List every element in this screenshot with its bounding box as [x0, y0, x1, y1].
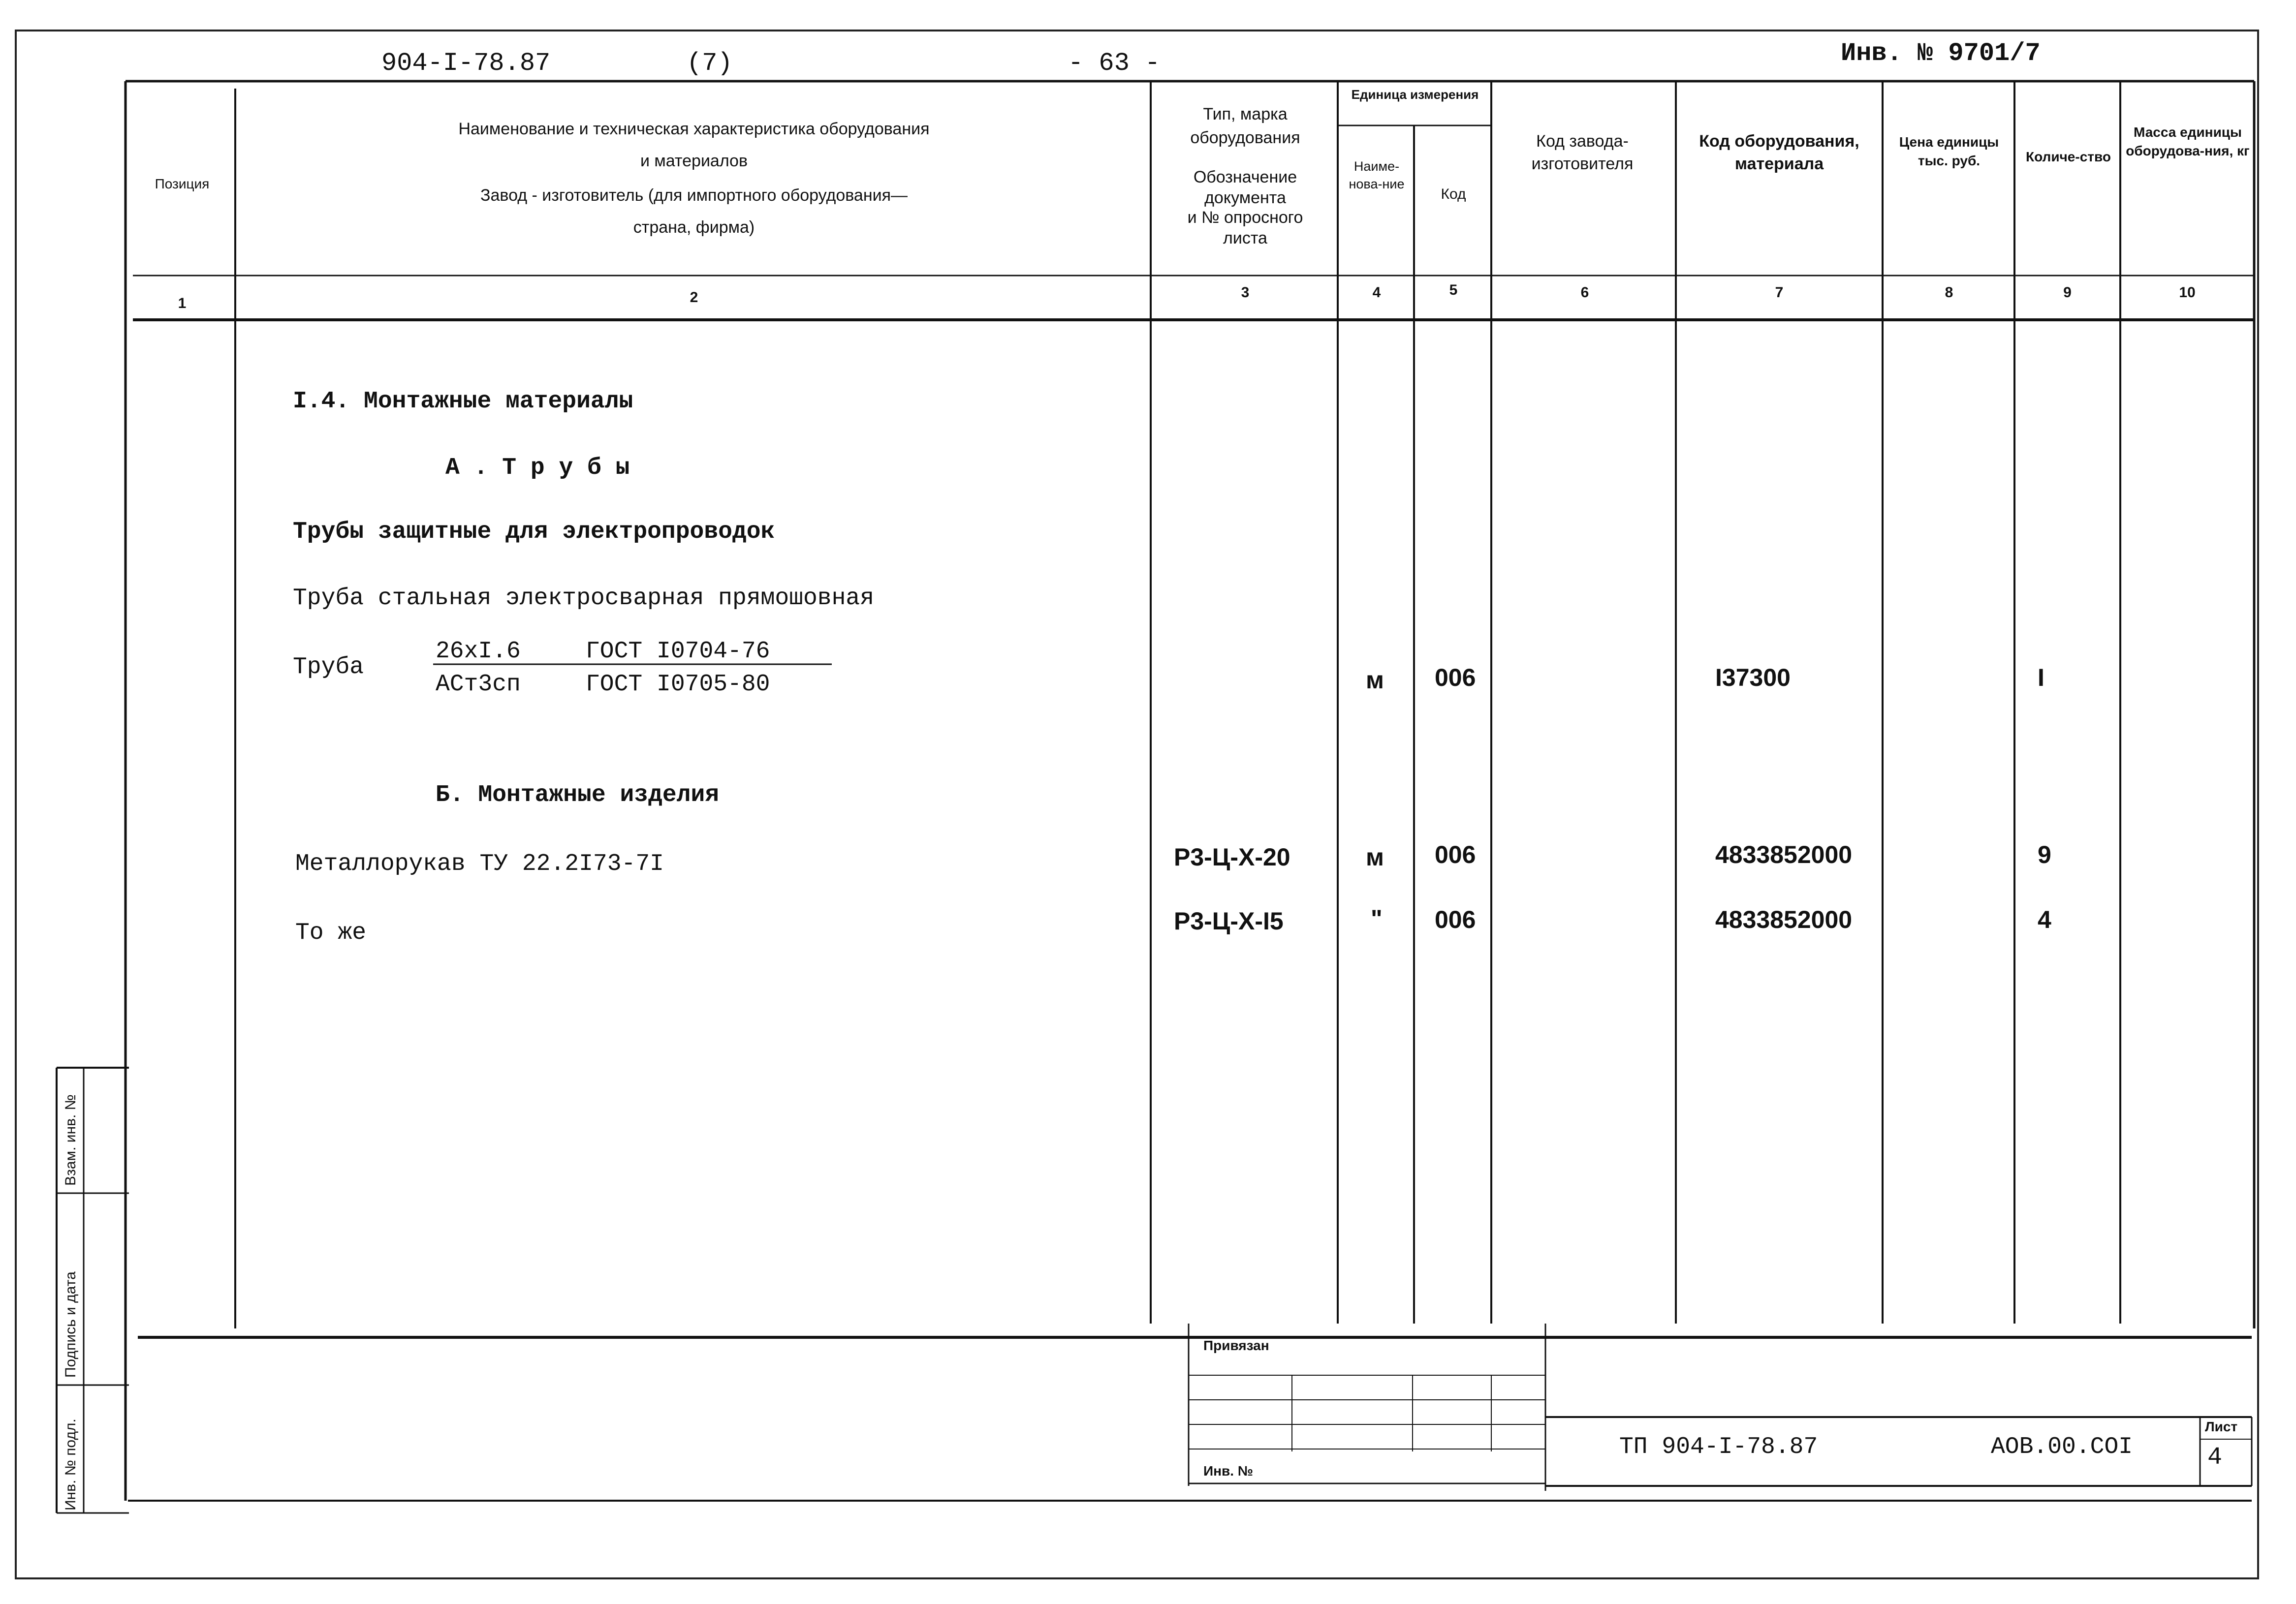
header-position: Позиция: [155, 176, 210, 191]
stamp-document-mark: АОВ.00.СОI: [1991, 1434, 2133, 1460]
header-type-line1: Тип, марка: [1203, 105, 1288, 123]
stamp-inventory-label: Инв. №: [1203, 1463, 1254, 1479]
column-number-1: 1: [178, 295, 187, 311]
row3-type: Р3-Ц-Х-I5: [1174, 907, 1284, 935]
row1-quantity: I: [2038, 664, 2044, 691]
header-mass: Масса единицы оборудова-ния, кг: [2126, 124, 2250, 158]
pipe-steel-grade: АСт3сп: [436, 671, 521, 698]
header-type-line6: листа: [1223, 229, 1267, 247]
row2-unit: м: [1366, 843, 1384, 871]
protective-pipes-line: Трубы защитные для электропроводок: [293, 519, 775, 545]
metal-hose-line: Металлорукав ТУ 22.2I73-7I: [295, 851, 664, 877]
row2-quantity: 9: [2038, 841, 2051, 868]
header-unit-name: Наиме-нова-ние: [1349, 159, 1405, 192]
header-equipment-code: Код оборудования, материала: [1699, 132, 1859, 173]
header-unit-code: Код: [1441, 186, 1466, 202]
document-code: 904-I-78.87: [381, 49, 551, 78]
header-quantity: Количе-ство: [2026, 149, 2111, 164]
column-number-2: 2: [690, 289, 698, 306]
column-number-8: 8: [1945, 284, 1953, 301]
column-number-5: 5: [1449, 282, 1458, 298]
row3-quantity: 4: [2038, 906, 2051, 933]
header-type-line3: Обозначение: [1193, 168, 1297, 186]
row2-type: Р3-Ц-Х-20: [1174, 843, 1290, 871]
header-price: Цена единицы тыс. руб.: [1899, 134, 1999, 168]
pipe-gost-2: ГОСТ I0705-80: [586, 671, 770, 698]
header-name-line1: Наименование и техническая характеристика оборудования: [458, 120, 930, 138]
row2-equipment-code: 4833852000: [1715, 841, 1853, 868]
column-number-4: 4: [1372, 284, 1381, 301]
column-number-7: 7: [1775, 284, 1784, 301]
row3-equipment-code: 4833852000: [1715, 906, 1853, 933]
column-number-6: 6: [1580, 284, 1589, 301]
stamp-attached-label: Привязан: [1203, 1338, 1269, 1353]
header-name-line2: и материалов: [640, 152, 748, 170]
pipe-size: 26xI.6: [436, 638, 521, 665]
row3-unit: ": [1371, 905, 1383, 932]
stamp-document-code: ТП 904-I-78.87: [1619, 1434, 1818, 1460]
header-type-line5: и № опросного: [1187, 208, 1303, 227]
same-item-line: То же: [295, 920, 367, 946]
pipe-label: Труба: [293, 654, 364, 680]
header-unit-title: Единица измерения: [1351, 87, 1479, 102]
header-name-line4: страна, фирма): [633, 218, 755, 237]
header-manufacturer-code: Код завода-изготовителя: [1531, 132, 1634, 173]
page-number: - 63 -: [1068, 49, 1161, 78]
subsection-pipes: А . Т р у б ы: [445, 455, 630, 481]
row1-equipment-code: I37300: [1715, 664, 1791, 691]
header-name-line3: Завод - изготовитель (для импортного оборудования—: [480, 186, 908, 205]
section-title: I.4. Монтажные материалы: [293, 388, 633, 415]
column-number-10: 10: [2179, 284, 2196, 301]
pipe-gost-1: ГОСТ I0704-76: [586, 638, 770, 665]
side-replacement-inventory: Взам. инв. №: [63, 1094, 79, 1186]
steel-pipe-line: Труба стальная электросварная прямошовная: [293, 585, 874, 612]
row1-unit: м: [1366, 666, 1384, 694]
document-number: (7): [687, 49, 733, 78]
row2-unit-code: 006: [1435, 841, 1476, 868]
column-number-9: 9: [2063, 284, 2072, 301]
column-number-3: 3: [1241, 284, 1250, 301]
subsection-mounting-items: Б. Монтажные изделия: [436, 782, 720, 808]
header-type-line2: оборудования: [1190, 128, 1300, 147]
row3-unit-code: 006: [1435, 906, 1476, 933]
inventory-number: Инв. № 9701/7: [1841, 39, 2041, 68]
side-signature-date: Подпись и дата: [63, 1271, 79, 1378]
header-type-line4: документа: [1204, 188, 1286, 207]
stamp-sheet-number: 4: [2207, 1444, 2223, 1472]
stamp-sheet-label: Лист: [2205, 1419, 2238, 1434]
row1-unit-code: 006: [1435, 664, 1476, 691]
side-original-inventory: Инв. № подл.: [63, 1419, 79, 1511]
